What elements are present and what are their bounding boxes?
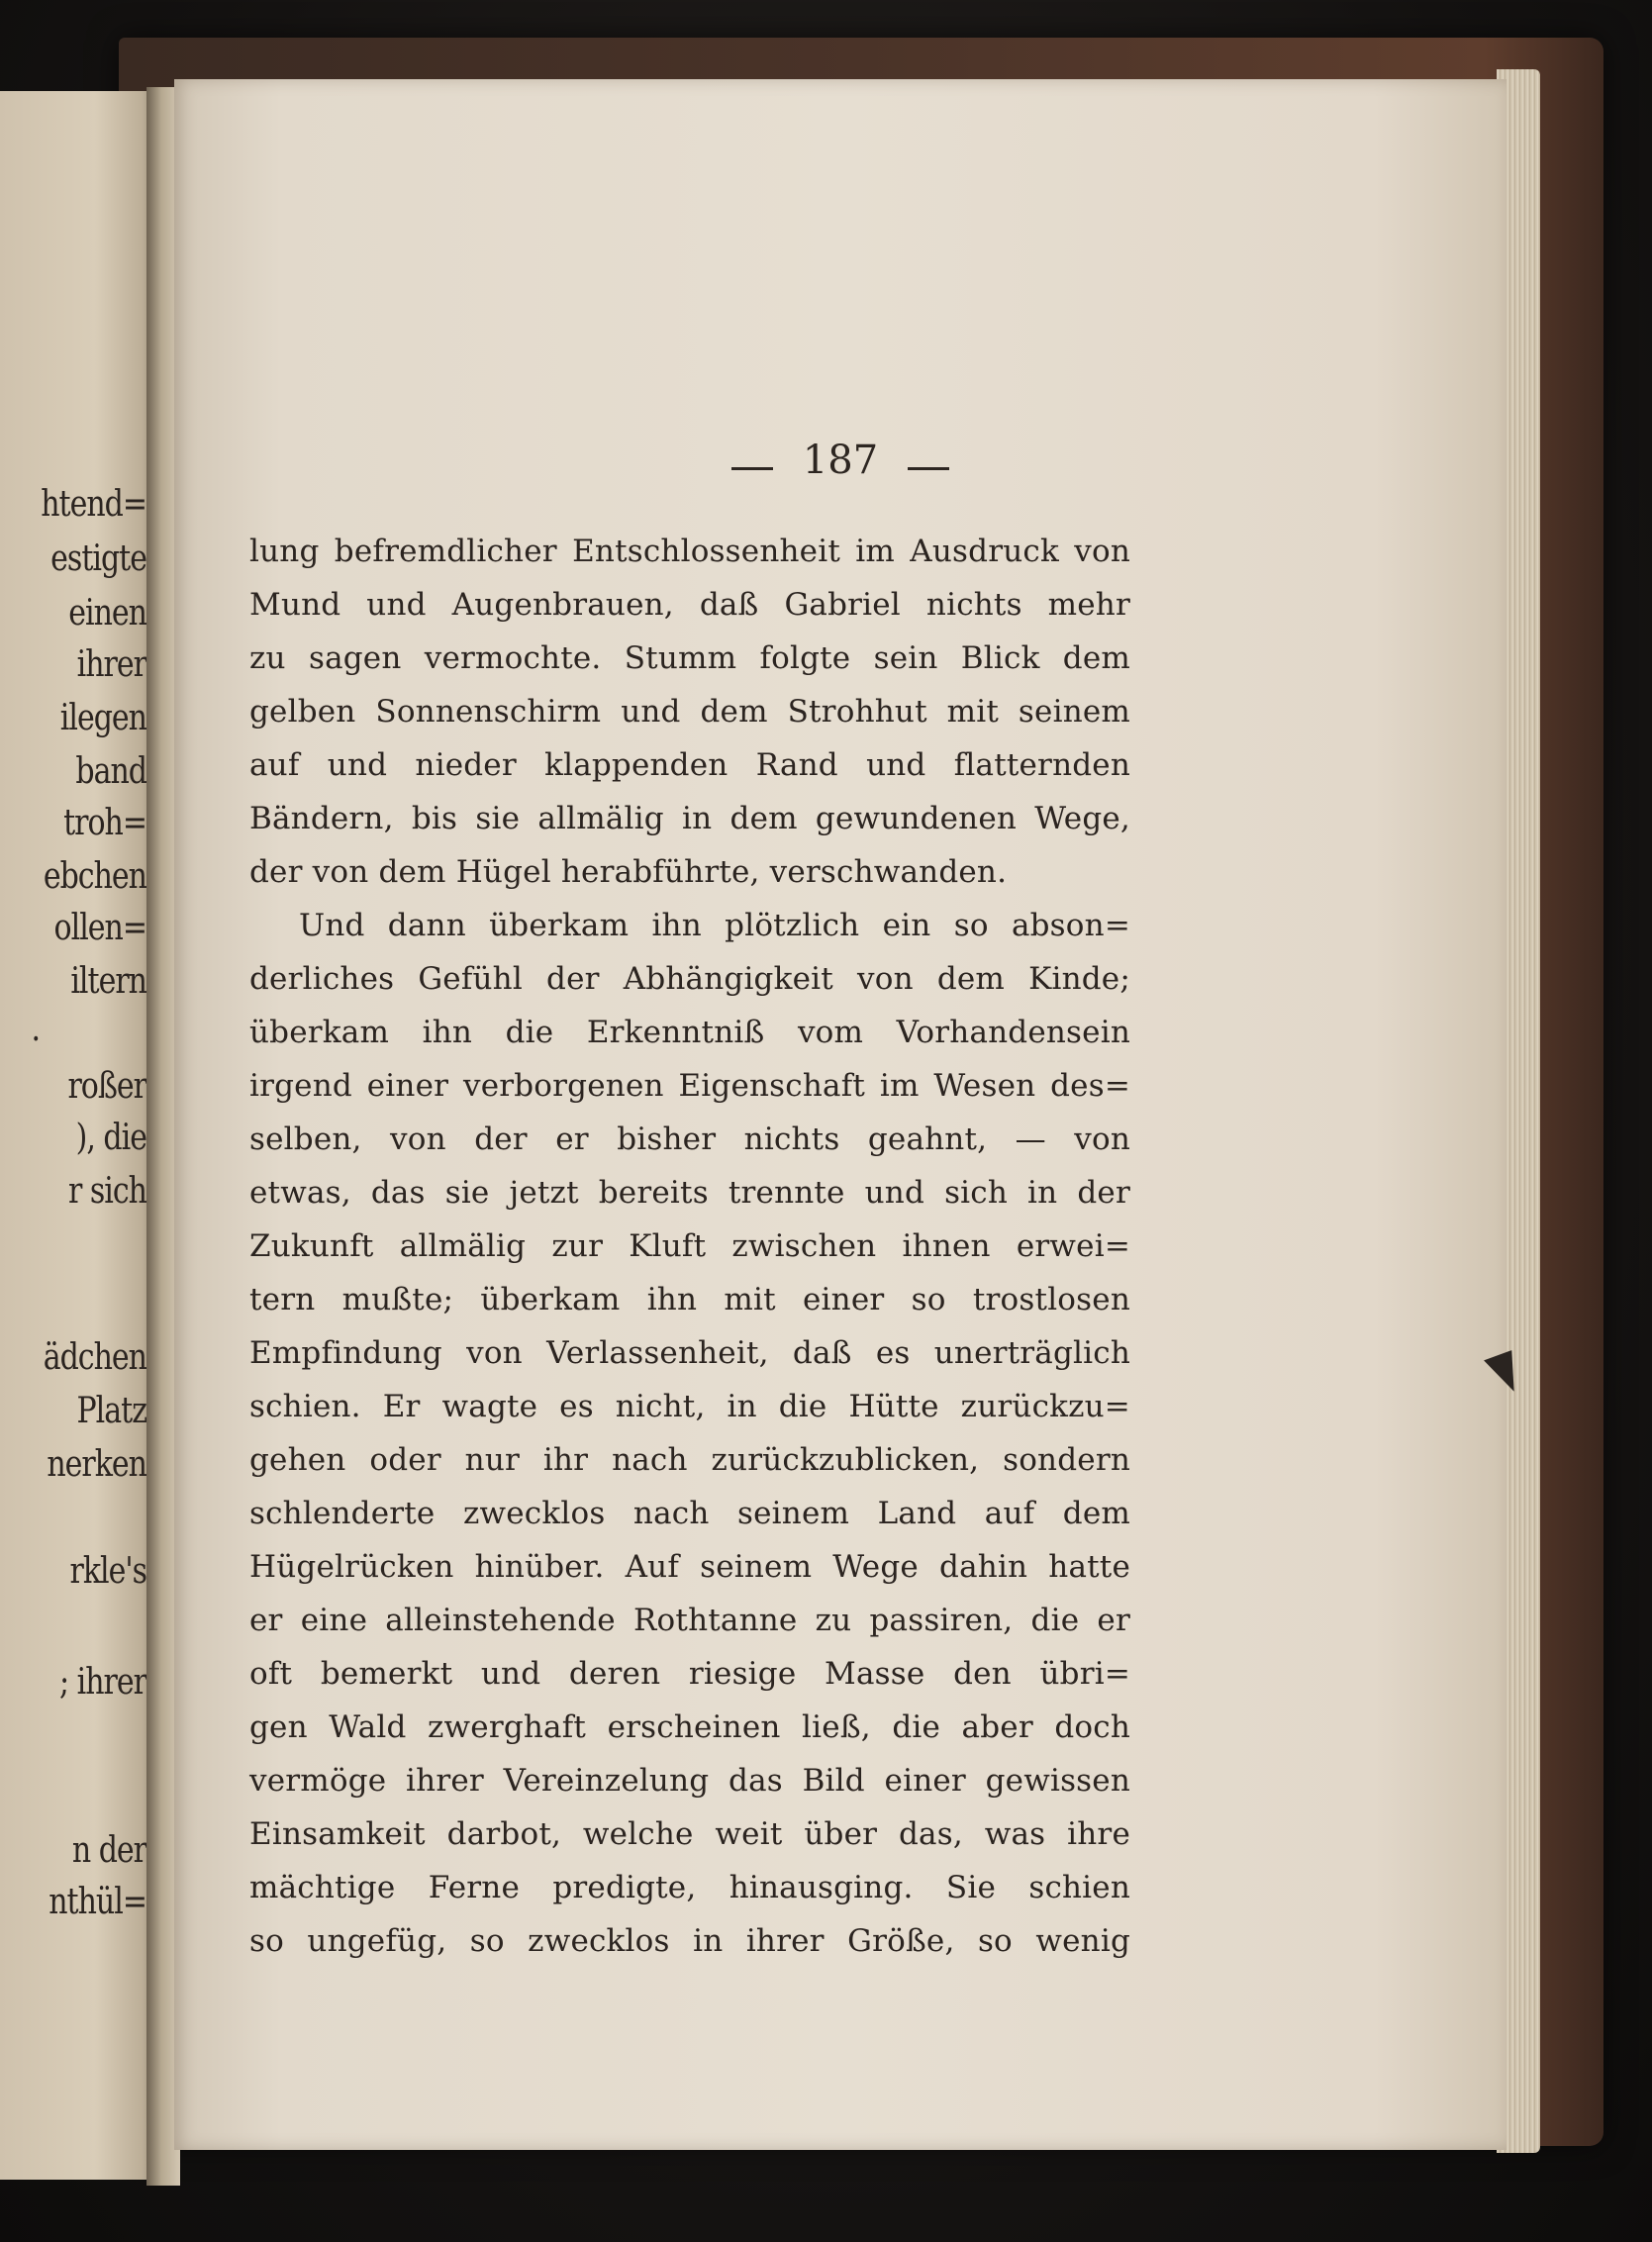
- text-line: der von dem Hügel herabführte, verschwanden.: [249, 854, 1008, 890]
- text-line: so ungefüg, so zwecklos in ihrer Größe, so wenig: [249, 1923, 1130, 1959]
- text-line: schlenderte zwecklos nach seinem Land auf dem: [249, 1496, 1130, 1531]
- page-number: 187: [802, 438, 879, 483]
- text-line: irgend einer verborgenen Eigenschaft im Wesen des=: [249, 1068, 1130, 1104]
- text-line: oft bemerkt und deren riesige Masse den übri=: [249, 1656, 1130, 1692]
- text-line: lung befremdlicher Entschlossenheit im Ausdruck von: [249, 534, 1130, 569]
- text-line: gen Wald zwerghaft erscheinen ließ, die aber doch: [249, 1709, 1130, 1745]
- text-line: mächtige Ferne predigte, hinausging. Sie schien: [249, 1870, 1130, 1905]
- left-page-fragment: rkle's: [69, 1550, 146, 1593]
- left-facing-page: [0, 91, 158, 2180]
- left-page-fragment: ; ihrer: [59, 1661, 146, 1704]
- body-text: [249, 525, 1130, 1968]
- left-page-fragment: ädchen: [43, 1336, 146, 1379]
- text-line: Mund und Augenbrauen, daß Gabriel nichts mehr: [249, 587, 1130, 623]
- left-page-fragment: .: [31, 1008, 40, 1050]
- left-page-fragment: r sich: [68, 1170, 146, 1213]
- text-line: tern mußte; überkam ihn mit einer so trostlosen: [249, 1282, 1130, 1317]
- left-page-fragment: nerken: [47, 1443, 146, 1486]
- left-page-fragment: iltern: [70, 960, 146, 1003]
- header-dash-right: [908, 467, 949, 470]
- left-page-fragment: einen: [68, 592, 146, 634]
- left-page-fragment: htend=: [41, 483, 146, 526]
- text-line: gelben Sonnenschirm und dem Strohhut mit seinem: [249, 694, 1130, 730]
- left-page-fragment: ilegen: [59, 697, 146, 739]
- left-page-fragment: Platz: [76, 1390, 146, 1432]
- left-page-fragment: nthül=: [49, 1881, 146, 1923]
- text-line: Bändern, bis sie allmälig in dem gewundenen Wege,: [249, 801, 1130, 836]
- text-line: selben, von der er bisher nichts geahnt, — von: [249, 1121, 1130, 1157]
- header-dash-left: [731, 467, 773, 470]
- text-line: Hügelrücken hinüber. Auf seinem Wege dahin hatte: [249, 1549, 1130, 1585]
- left-page-fragment: roßer: [67, 1065, 146, 1108]
- left-page-fragment: ), die: [75, 1117, 146, 1159]
- left-page-fragment: troh=: [63, 802, 146, 844]
- text-line: überkam ihn die Erkenntniß vom Vorhandensein: [249, 1015, 1130, 1050]
- text-line: Und dann überkam ihn plötzlich ein so abson=: [299, 908, 1130, 943]
- text-line: Einsamkeit darbot, welche weit über das, was ihre: [249, 1816, 1130, 1852]
- text-line: derliches Gefühl der Abhängigkeit von dem Kinde;: [249, 961, 1130, 997]
- left-page-fragment: ollen=: [53, 907, 146, 949]
- left-page-fragment: band: [75, 750, 146, 793]
- left-page-fragment: ebchen: [43, 855, 146, 898]
- text-line: auf und nieder klappenden Rand und flatternden: [249, 747, 1130, 783]
- page-header: [174, 438, 1506, 483]
- text-line: schien. Er wagte es nicht, in die Hütte zurückzu=: [249, 1389, 1130, 1424]
- right-page: [174, 79, 1506, 2150]
- text-line: Zukunft allmälig zur Kluft zwischen ihnen erwei=: [249, 1228, 1130, 1264]
- text-line: vermöge ihrer Vereinzelung das Bild einer gewissen: [249, 1763, 1130, 1799]
- text-line: zu sagen vermochte. Stumm folgte sein Blick dem: [249, 640, 1130, 676]
- left-page-fragment: ihrer: [76, 643, 146, 686]
- text-line: gehen oder nur ihr nach zurückzublicken, sondern: [249, 1442, 1130, 1478]
- text-line: er eine alleinstehende Rothtanne zu passiren, die er: [249, 1603, 1130, 1638]
- text-line: etwas, das sie jetzt bereits trennte und sich in der: [249, 1175, 1130, 1211]
- left-page-fragment: estigte: [50, 537, 146, 580]
- left-page-fragment: n der: [71, 1829, 146, 1872]
- text-line: Empfindung von Verlassenheit, daß es unerträglich: [249, 1335, 1130, 1371]
